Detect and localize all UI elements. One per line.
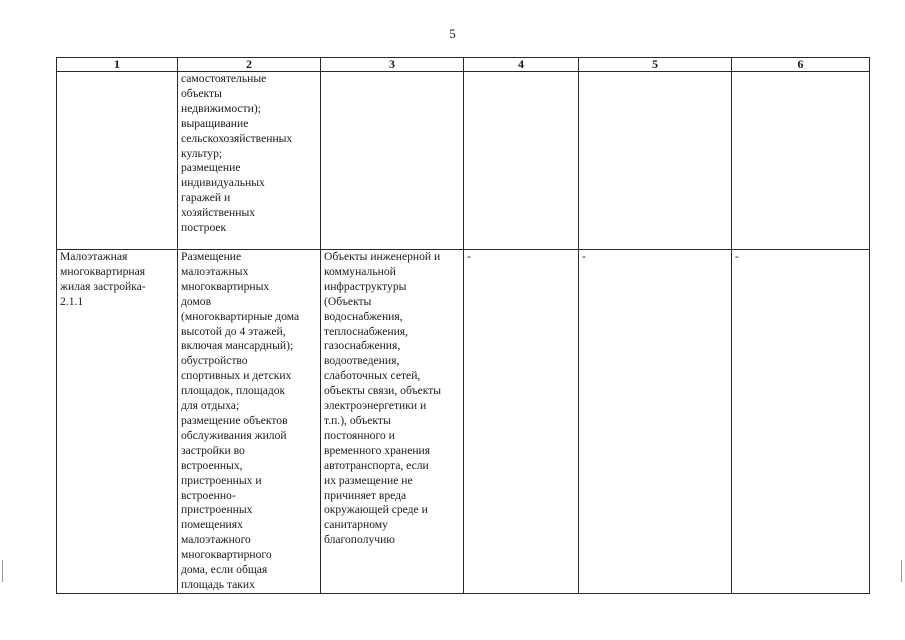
cell-col5-value: - xyxy=(579,250,732,594)
cell-text-line: инфраструктуры xyxy=(324,279,407,293)
cell-text-line: коммунальной xyxy=(324,264,396,278)
header-col-6: 6 xyxy=(732,58,870,72)
cell-cont-col2 xyxy=(178,72,321,250)
cell-text-line: высотой до 4 этажей, xyxy=(181,324,286,338)
cell-text-line: благополучию xyxy=(324,533,395,547)
cell-text-line: малоэтажных xyxy=(181,264,249,278)
scan-edge-mark-right xyxy=(901,560,902,582)
header-col-5: 5 xyxy=(579,58,732,72)
cell-text-line: 2.1.1 xyxy=(60,294,84,308)
cell-text-line: встроенно- xyxy=(181,488,236,502)
cell-text-line: объекты xyxy=(181,86,222,100)
cell-text-line: их размещение не xyxy=(324,473,413,487)
cell-text-line: водоснабжения, xyxy=(324,309,403,323)
cell-text-line: Малоэтажная xyxy=(60,250,128,263)
cell-text-line: спортивных и детских xyxy=(181,369,292,383)
cell-text-line: т.п.), объекты xyxy=(324,413,391,427)
table-row-continuation xyxy=(57,72,870,250)
cell-text-line: причиняет вреда xyxy=(324,488,407,502)
cell-text-line: сельскохозяйственных xyxy=(181,131,293,145)
header-col-3: 3 xyxy=(321,58,464,72)
cell-text-line: выращивание xyxy=(181,116,249,130)
cell-text-line: площадь таких xyxy=(181,577,255,591)
cell-text-line: малоэтажного xyxy=(181,533,251,547)
header-col-2: 2 xyxy=(178,58,321,72)
cell-text-line: окружающей среде и xyxy=(324,503,428,517)
cell-text-line: теплоснабжения, xyxy=(324,324,409,338)
scan-edge-mark-left xyxy=(2,560,3,582)
permitted-use-table xyxy=(56,57,870,594)
cell-text-line: гаражей и xyxy=(181,191,231,205)
cell-text-line: застройки во xyxy=(181,443,245,457)
cell-use-description xyxy=(178,250,321,594)
cell-text-line: культур; xyxy=(181,146,223,160)
cell-text-line: временного хранения xyxy=(324,443,431,457)
cell-cont-col1 xyxy=(57,72,178,250)
cell-text-line: встроенных, xyxy=(181,458,243,472)
cell-text-line: водоотведения, xyxy=(324,354,400,368)
table-row-low-rise-housing xyxy=(57,250,870,594)
cell-text-line: санитарному xyxy=(324,518,388,532)
cell-text-line: многоквартирного xyxy=(181,548,272,562)
cell-text-line: автотранспорта, если xyxy=(324,458,429,472)
cell-cont-col3 xyxy=(321,72,464,250)
cell-text-line: для отдыха; xyxy=(181,399,240,413)
cell-text-line: пристроенных xyxy=(181,503,253,517)
cell-use-type-name xyxy=(57,250,178,594)
cell-text-line: индивидуальных xyxy=(181,176,265,190)
cell-text-line: многоквартирных xyxy=(181,279,270,293)
cell-text-line: размещение объектов xyxy=(181,413,288,427)
cell-text-line: Размещение xyxy=(181,250,242,263)
cell-text-line: постоянного и xyxy=(324,428,395,442)
cell-col6-value: - xyxy=(732,250,870,594)
cell-text-line: обслуживания жилой xyxy=(181,428,287,442)
cell-text-line: пристроенных и xyxy=(181,473,262,487)
cell-text-line: размещение xyxy=(181,161,241,175)
page-number: 5 xyxy=(449,26,456,41)
cell-text-line: самостоятельные xyxy=(181,72,267,85)
cell-text-line: объекты связи, объекты xyxy=(324,384,442,398)
cell-cont-col6 xyxy=(732,72,870,250)
cell-text-line: слаботочных сетей, xyxy=(324,369,421,383)
table-header-row xyxy=(57,58,870,72)
header-col-1: 1 xyxy=(57,58,178,72)
cell-text-line: электроэнергетики и xyxy=(324,399,427,413)
cell-text-line: дома, если общая xyxy=(181,563,268,577)
cell-text-line: Объекты инженерной и xyxy=(324,250,441,263)
cell-text-line: (многоквартирные дома xyxy=(181,309,300,323)
cell-text-line: хозяйственных xyxy=(181,206,256,220)
cell-text-line: многоквартирная xyxy=(60,264,146,278)
cell-cont-col5 xyxy=(579,72,732,250)
cell-text-line: включая мансардный); xyxy=(181,339,294,353)
cell-col4-value: - xyxy=(464,250,579,594)
cell-cont-col4 xyxy=(464,72,579,250)
cell-text-line: построек xyxy=(181,221,227,235)
cell-text-line: помещениях xyxy=(181,518,243,532)
cell-text-line: (Объекты xyxy=(324,294,372,308)
cell-text-line: обустройство xyxy=(181,354,248,368)
cell-text-line: газоснабжения, xyxy=(324,339,401,353)
header-col-4: 4 xyxy=(464,58,579,72)
cell-text-line: площадок, площадок xyxy=(181,384,286,398)
cell-auxiliary-uses xyxy=(321,250,464,594)
cell-text-line: недвижимости); xyxy=(181,101,261,115)
cell-text-line: жилая застройка- xyxy=(60,279,146,293)
cell-text-line: домов xyxy=(181,294,212,308)
